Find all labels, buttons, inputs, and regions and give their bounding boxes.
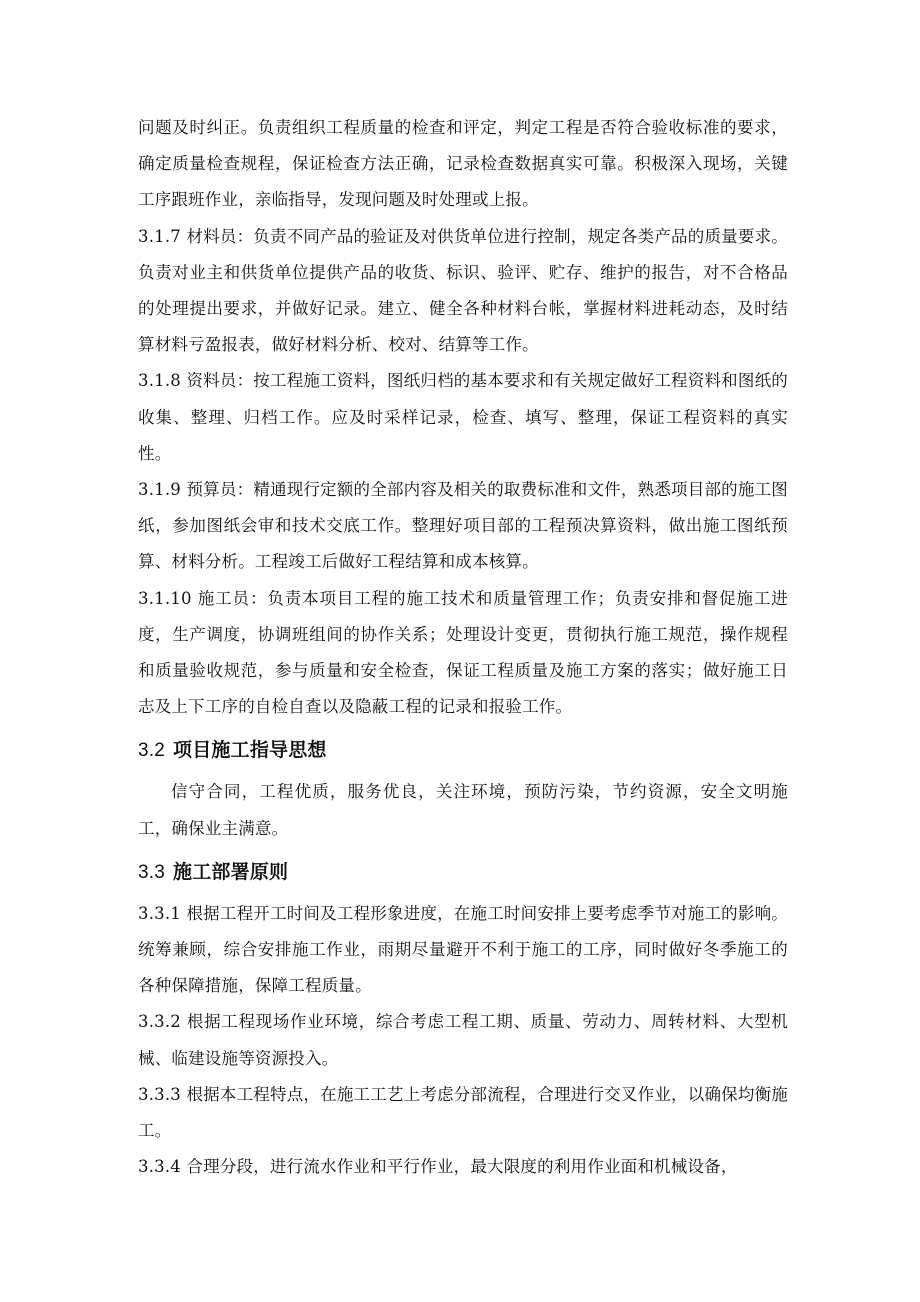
- paragraph-3-1-7-material-clerk: 3.1.7 材料员：负责不同产品的验证及对供货单位进行控制，规定各类产品的质量要求。负责对业主和供货单位提供产品的收货、标识、验评、贮存、维护的报告，对不合格品的处理提出要求，并做好记录。建立、健全各种材料台帐，掌握材料进耗动态，及时结算材料亏盈报表，做好材料分析、校对、结算等工作。: [138, 226, 788, 355]
- page-content: [138, 110, 788, 1185]
- section-number: 3.3: [138, 861, 166, 883]
- section-title: 施工部署原则: [173, 860, 289, 883]
- paragraph-3-3-4: 3.3.4 合理分段，进行流水作业和平行作业，最大限度的利用作业面和机械设备，: [138, 1157, 738, 1177]
- section-number: 3.2: [138, 740, 166, 762]
- paragraph-quality-inspector-continued: 问题及时纠正。负责组织工程质量的检查和评定，判定工程是否符合验收标准的要求，确定质量检查规程，保证检查方法正确，记录检查数据真实可靠。积极深入现场，关键工序跟班作业，亲临指导，发现问题及时处理或上报。: [138, 118, 788, 210]
- section-heading-3-3: [138, 849, 788, 896]
- paragraph-3-1-9-budget-clerk: 3.1.9 预算员：精通现行定额的全部内容及相关的取费标准和文件，熟悉项目部的施工图纸，参加图纸会审和技术交底工作。整理好项目部的工程预决算资料，做出施工图纸预算、材料分析。工程竣工后做好工程结算和成本核算。: [138, 480, 788, 572]
- paragraph-guiding-principle: 信守合同，工程优质，服务优良，关注环境，预防污染，节约资源，安全文明施工，确保业主满意。: [138, 782, 788, 838]
- section-heading-3-2: [138, 727, 788, 774]
- paragraph-3-3-2: 3.3.2 根据工程现场作业环境，综合考虑工程工期、质量、劳动力、周转材料、大型机械、临建设施等资源投入。: [138, 1012, 788, 1068]
- section-title: 项目施工指导思想: [173, 739, 327, 762]
- paragraph-3-1-10-construction-worker: 3.1.10 施工员：负责本项目工程的施工技术和质量管理工作；负责安排和督促施工进度，生产调度，协调班组间的协作关系；处理设计变更，贯彻执行施工规范，操作规程和质量验收规范，参与质量和安全检查，保证工程质量及施工方案的落实；做好施工日志及上下工序的自检自查以及隐蔽工程的记录和报验工作。: [138, 588, 788, 717]
- paragraph-3-3-3: 3.3.3 根据本工程特点，在施工工艺上考虑分部流程，合理进行交叉作业，以确保均衡施工。: [138, 1084, 788, 1141]
- paragraph-3-1-8-documentation-clerk: 3.1.8 资料员：按工程施工资料，图纸归档的基本要求和有关规定做好工程资料和图纸的收集、整理、归档工作。应及时采样记录，检查、填写、整理，保证工程资料的真实性。: [138, 371, 788, 463]
- paragraph-3-3-1: 3.3.1 根据工程开工时间及工程形象进度，在施工时间安排上要考虑季节对施工的影响。统筹兼顾，综合安排施工作业，雨期尽量避开不利于施工的工序，同时做好冬季施工的各种保障措施，保障工程质量。: [138, 903, 788, 996]
